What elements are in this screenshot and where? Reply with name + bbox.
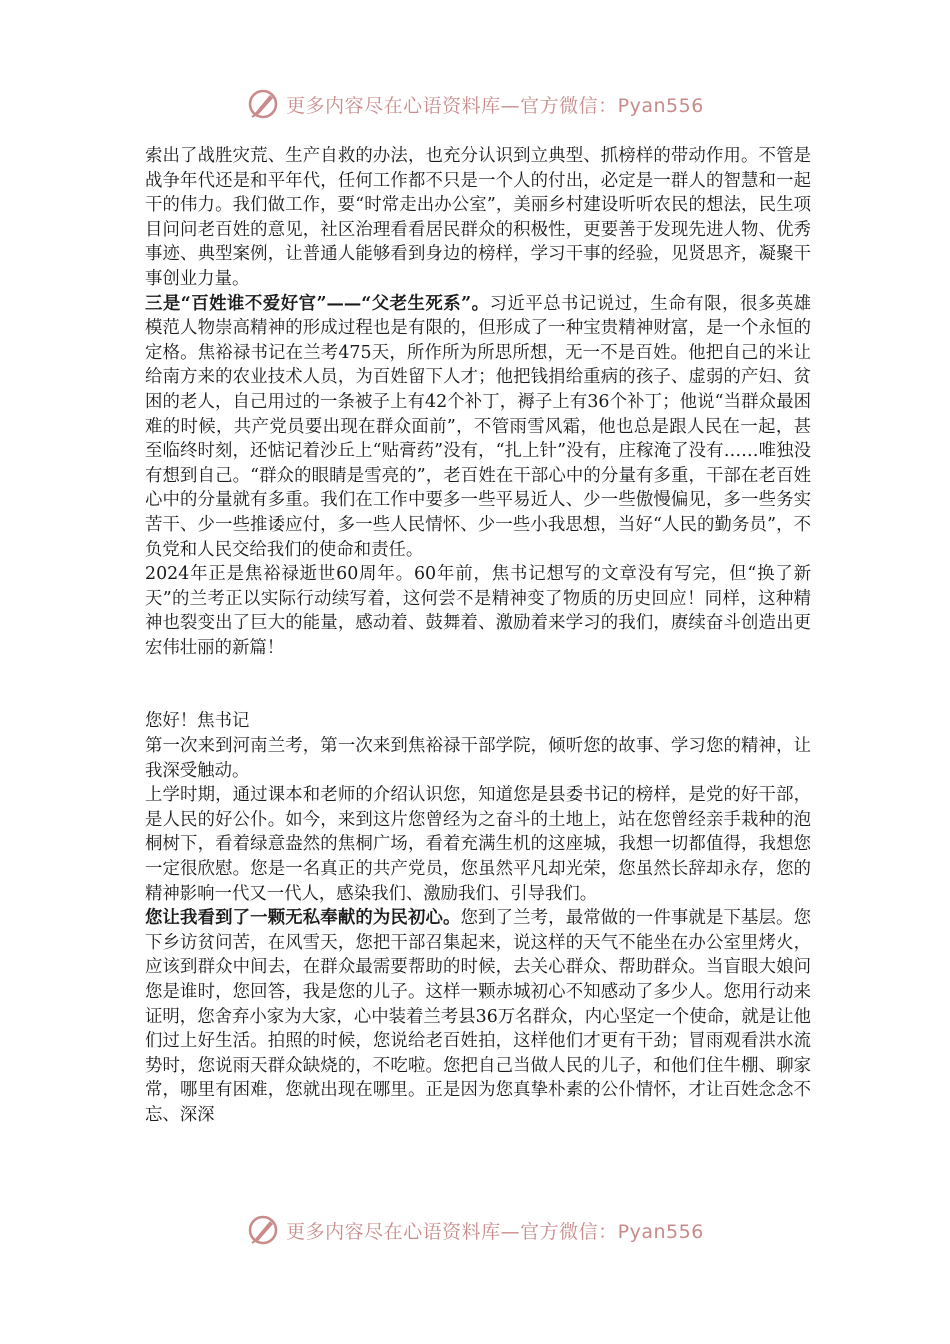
paragraph [145, 562, 811, 660]
paragraph-text: 习近平总书记说过，生命有限，很多英雄模范人物崇高精神的形成过程也是有限的，但形成了一种宝贵精神财富，是一个永恒的定格。焦裕禄书记在兰考475天，所作所为所思所想，无一不是百姓。他把自己的米让给南方来的农业技术人员，为百姓留下人才；他把钱捐给重病的孩子、虚弱的产妇、贫困的老人，自己用过的一条被子上有42个补丁，褥子上有36个补丁；他说“当群众最困难的时候，共产党员要出现在群众面前”，不管雨雪风霜，他也总是跟人民在一起，甚至临终时刻，还惦记着沙丘上“贴膏药”没有，“扎上针”没有，庄稼淹了没有……唯独没有想到自己。“群众的眼睛是雪亮的”，老百姓在干部心中的分量有多重，干部在老百姓心中的分量就有多重。我们在工作中要多一些平易近人、少一些傲慢偏见，多一些务实苦干、少一些推诿应付，多一些人民情怀、少一些小我思想，当好“人民的勤务员”，不负党和人民交给我们的使命和责任。 [145, 293, 811, 560]
pen-logo-icon [246, 87, 280, 121]
watermark-header [0, 84, 950, 124]
paragraph [145, 906, 811, 1127]
watermark-footer [0, 1210, 950, 1250]
watermark-text: 更多内容尽在心语资料库—官方微信：Pyan556 [286, 1220, 704, 1243]
paragraph-text: 上学时期，通过课本和老师的介绍认识您，知道您是县委书记的榜样，是党的好干部，是人民的好公仆。如今，来到这片您曾经为之奋斗的土地上，站在您曾经亲手栽种的泡桐树下，看着绿意盎然的焦桐广场，看着充满生机的这座城，我想一切都值得，我想您一定很欣慰。您是一名真正的共产党员，您虽然平凡却光荣，您虽然长辞却永存，您的精神影响一代又一代人，感染我们、激励我们、引导我们。 [145, 785, 811, 904]
letter-greeting [145, 709, 811, 734]
paragraph [145, 734, 811, 783]
paragraph-text: 您好！焦书记 [145, 711, 250, 732]
paragraph-text: 您到了兰考，最常做的一件事就是下基层。您下乡访贫问苦，在风雪天，您把干部召集起来，说这样的天气不能坐在办公室里烤火，应该到群众中间去，在群众最需要帮助的时候，去关心群众、帮助群众。当盲眼大娘问您是谁时，您回答，我是您的儿子。这样一颗赤城初心不知感动了多少人。您用行动来证明，您舍弃小家为大家，心中装着兰考县36万名群众，内心坚定一个使命，就是让他们过上好生活。拍照的时候，您说给老百姓拍，这样他们才更有干劲；冒雨观看洪水流势时，您说雨天群众缺烧的，不吃啦。您把自己当做人民的儿子，和他们住牛棚、聊家常，哪里有困难，您就出现在哪里。正是因为您真挚朴素的公仆情怀，才让百姓念念不忘、深深 [145, 908, 811, 1125]
paragraph [145, 783, 811, 906]
paragraph-lead: 三是“百姓谁不爱好官”——“父老生死系”。 [145, 293, 490, 314]
paragraph-text: 索出了战胜灾荒、生产自救的办法，也充分认识到立典型、抓榜样的带动作用。不管是战争年代还是和平年代，任何工作都不只是一个人的付出，必定是一群人的智慧和一起干的伟力。我们做工作，要“时常走出办公室”，美丽乡村建设听听农民的想法，民生项目问问老百姓的意见，社区治理看看居民群众的积极性，更要善于发现先进人物、优秀事迹、典型案例，让普通人能够看到身边的榜样，学习干事的经验，见贤思齐，凝聚干事创业力量。 [145, 146, 811, 289]
paragraph [145, 144, 811, 292]
document-body [145, 144, 811, 1128]
paragraph-text: 2024年正是焦裕禄逝世60周年。60年前，焦书记想写的文章没有写完，但“换了新天”的兰考正以实际行动续写着，这何尝不是精神变了物质的历史回应！同样，这种精神也裂变出了巨大的能量，感动着、鼓舞着、激励着来学习的我们，赓续奋斗创造出更宏伟壮丽的新篇！ [145, 564, 811, 658]
paragraph-text: 第一次来到河南兰考，第一次来到焦裕禄干部学院，倾听您的故事、学习您的精神，让我深受触动。 [145, 736, 811, 781]
paragraph [145, 292, 811, 563]
pen-logo-icon [246, 1213, 280, 1247]
paragraph-lead: 您让我看到了一颗无私奉献的为民初心。 [145, 908, 461, 929]
watermark-text: 更多内容尽在心语资料库—官方微信：Pyan556 [286, 94, 704, 117]
section-gap [145, 660, 811, 709]
